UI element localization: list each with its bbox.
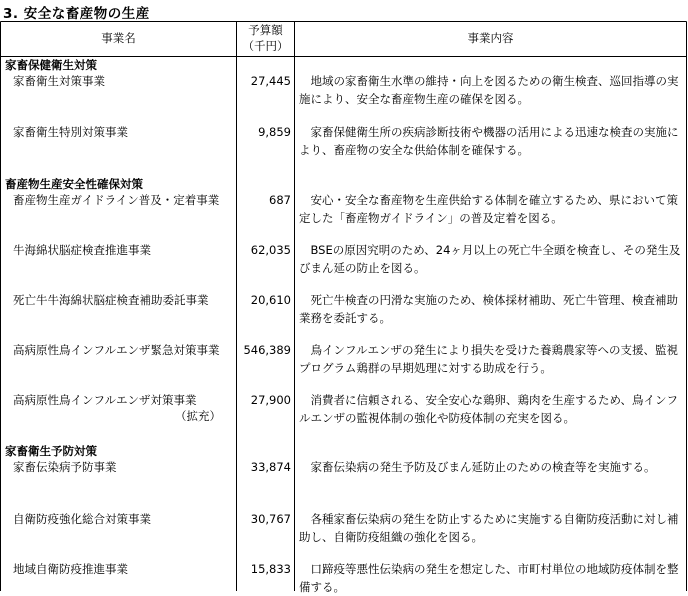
item-budget: 9,859 bbox=[258, 125, 291, 139]
item-content: 消費者に信頼される、安全安心な鶏卵、鶏肉を生産するため、鳥インフルエンザの監視体制の強化や防疫体制の充実を図る。 bbox=[299, 393, 679, 425]
category-label: 家畜衛生予防対策 bbox=[5, 444, 97, 458]
item-budget: 687 bbox=[269, 193, 291, 207]
item-budget: 20,610 bbox=[250, 293, 291, 307]
header-budget-line1: 予算額 bbox=[248, 23, 283, 37]
item-budget: 27,900 bbox=[250, 393, 291, 407]
item-budget: 33,874 bbox=[250, 460, 291, 474]
item-budget: 30,767 bbox=[250, 512, 291, 526]
item-note: （拡充） bbox=[175, 409, 221, 423]
item-name: 高病原性鳥インフルエンザ対策事業 bbox=[13, 393, 197, 407]
item-budget: 27,445 bbox=[250, 74, 291, 88]
item-content: 安心・安全な畜産物を生産供給する体制を確立するため、県において策定した「畜産物ガイドライン」の普及定着を図る。 bbox=[299, 193, 679, 225]
item-content: 地域の家畜衛生水準の維持・向上を図るための衛生検査、巡回指導の実施により、安全な畜産物生産の確保を図る。 bbox=[299, 74, 679, 106]
item-budget: 15,833 bbox=[250, 562, 291, 576]
item-content: 鳥インフルエンザの発生により損失を受けた養鶏農家等への支援、監視プログラム鶏群の早期処理に対する助成を行う。 bbox=[299, 343, 679, 375]
header-name: 事業名 bbox=[101, 31, 136, 45]
item-name: 死亡牛牛海綿状脳症検査補助委託事業 bbox=[13, 293, 209, 307]
item-name: 牛海綿状脳症検査推進事業 bbox=[13, 243, 151, 257]
item-content: 死亡牛検査の円滑な実施のため、検体採材補助、死亡牛管理、検査補助業務を委託する。 bbox=[299, 293, 679, 325]
item-name: 自衛防疫強化総合対策事業 bbox=[13, 512, 151, 526]
category-label: 家畜保健衛生対策 bbox=[5, 58, 97, 72]
item-name: 家畜伝染病予防事業 bbox=[13, 460, 117, 474]
item-content: BSEの原因究明のため、24ヶ月以上の死亡牛全頭を検査し、その発生及びまん延の防止を図る。 bbox=[299, 243, 681, 275]
item-content: 口蹄疫等悪性伝染病の発生を想定した、市町村単位の地域防疫体制を整備する。 bbox=[299, 562, 679, 594]
item-name: 家畜衛生対策事業 bbox=[13, 74, 105, 88]
item-name: 地域自衛防疫推進事業 bbox=[13, 562, 128, 576]
item-name: 畜産物生産ガイドライン普及・定着事業 bbox=[13, 193, 220, 207]
header-budget-line2: （千円） bbox=[242, 39, 289, 53]
category-label: 畜産物生産安全性確保対策 bbox=[5, 177, 143, 191]
item-name: 家畜衛生特別対策事業 bbox=[13, 125, 128, 139]
header-content: 事業内容 bbox=[467, 31, 514, 45]
item-content: 各種家畜伝染病の発生を防止するために実施する自衛防疫活動に対し補助し、自衛防疫組織の強化を図る。 bbox=[299, 512, 679, 544]
item-content: 家畜伝染病の発生予防及びまん延防止のための検査等を実施する。 bbox=[310, 460, 656, 474]
page-title: 3. 安全な畜産物の生産 bbox=[3, 6, 150, 22]
item-budget: 62,035 bbox=[250, 243, 291, 257]
item-budget: 546,389 bbox=[243, 343, 291, 357]
item-name: 高病原性鳥インフルエンザ緊急対策事業 bbox=[13, 343, 220, 357]
item-content: 家畜保健衛生所の疾病診断技術や機器の活用による迅速な検査の実施により、畜産物の安全な供給体制を確保する。 bbox=[299, 125, 679, 157]
